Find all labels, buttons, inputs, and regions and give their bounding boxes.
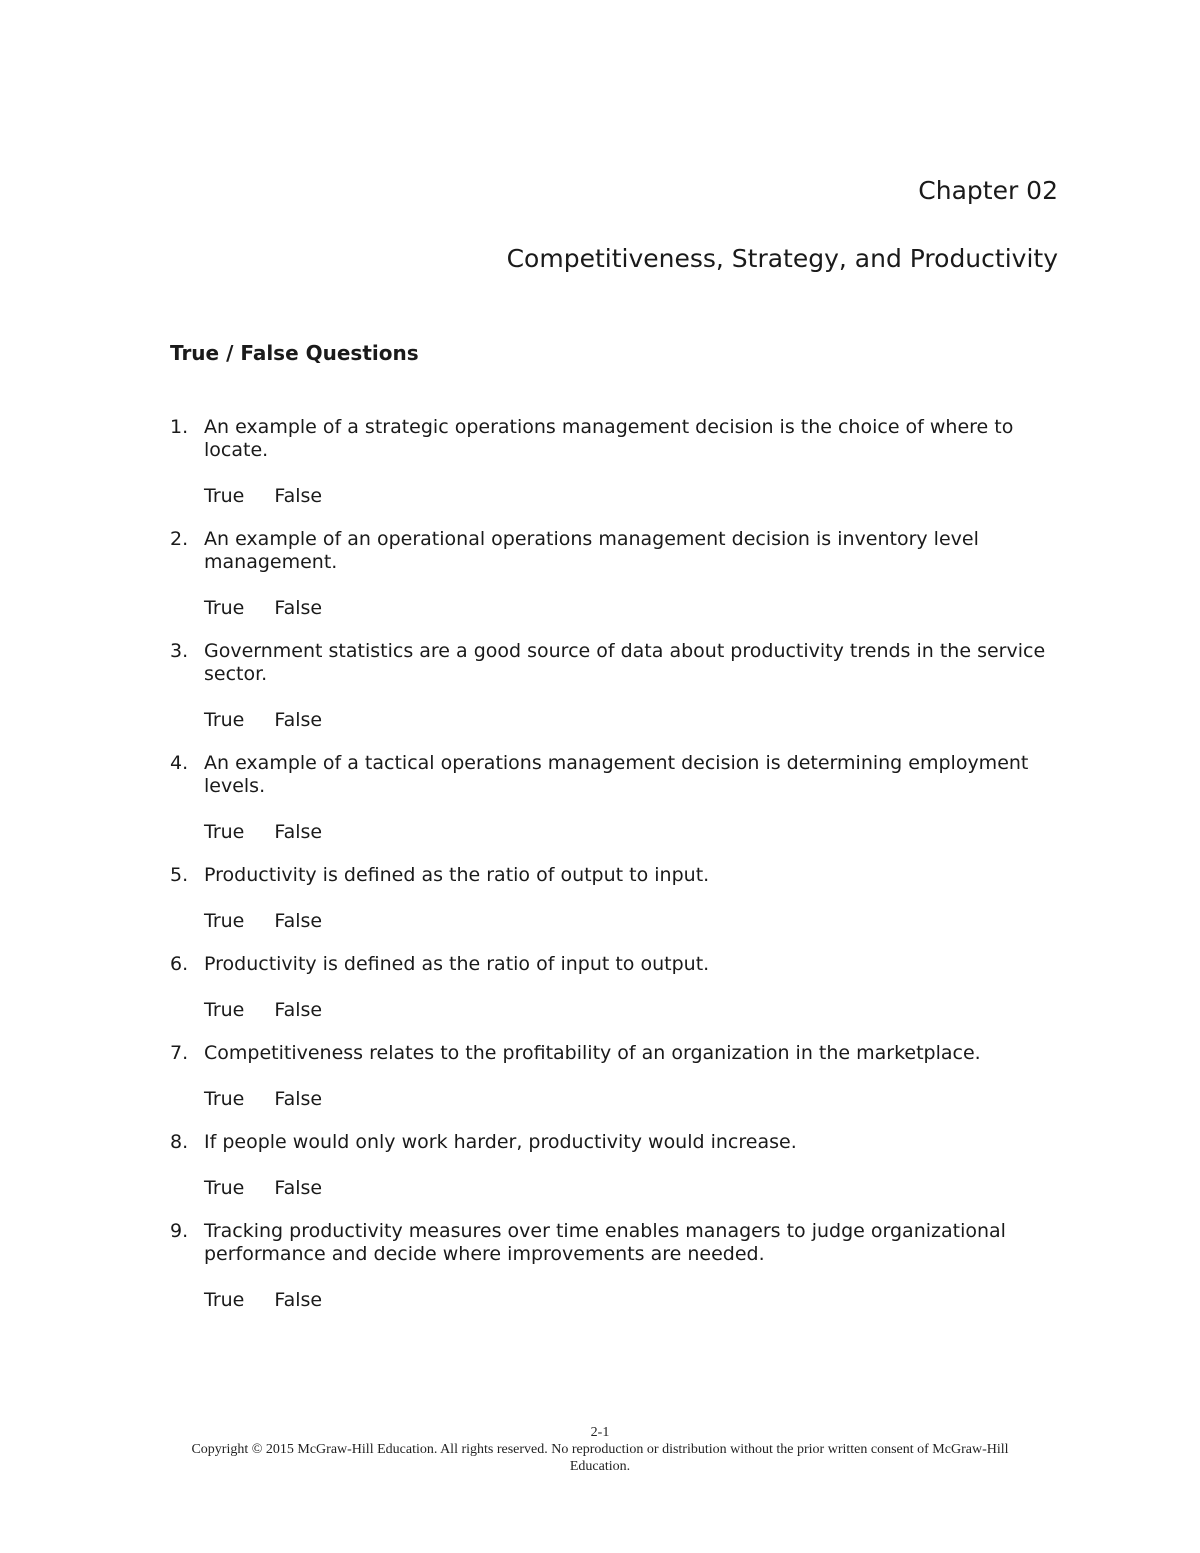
answer-false[interactable]: False [274,597,323,619]
page-number: 2-1 [590,1425,610,1440]
answer-options [204,999,1070,1022]
answer-options [204,709,1070,732]
question-number: 3. [170,640,189,662]
answer-true[interactable]: True [204,1177,245,1199]
question-item-4 [170,752,1070,844]
question-item-9 [170,1220,1070,1312]
answer-true[interactable]: True [204,999,245,1021]
answer-false[interactable]: False [274,1177,323,1199]
question-text: Tracking productivity measures over time enables managers to judge organizational performance and decide where improvements are needed. [204,1220,1006,1265]
question-text: An example of an operational operations management decision is inventory level management. [204,528,979,573]
answer-false[interactable]: False [274,709,323,731]
answer-false[interactable]: False [274,999,323,1021]
answer-false[interactable]: False [274,1088,323,1110]
chapter-number: Chapter 02 [918,176,1058,205]
question-number: 8. [170,1131,189,1153]
page-footer [0,1424,1200,1475]
question-text: If people would only work harder, productivity would increase. [204,1131,797,1153]
answer-options [204,597,1070,620]
question-number: 6. [170,953,189,975]
answer-true[interactable]: True [204,1289,245,1311]
answer-true[interactable]: True [204,910,245,932]
answer-false[interactable]: False [274,485,323,507]
question-number: 4. [170,752,189,774]
question-item-2 [170,528,1070,620]
answer-true[interactable]: True [204,709,245,731]
answer-options [204,1088,1070,1111]
question-item-7 [170,1042,1070,1111]
answer-false[interactable]: False [274,910,323,932]
question-text: Competitiveness relates to the profitability of an organization in the marketplace. [204,1042,981,1064]
answer-false[interactable]: False [274,1289,323,1311]
question-text: Government statistics are a good source of data about productivity trends in the service sector. [204,640,1046,685]
section-heading: True / False Questions [170,341,419,365]
answer-true[interactable]: True [204,821,245,843]
answer-true[interactable]: True [204,1088,245,1110]
question-text: Productivity is defined as the ratio of input to output. [204,953,710,975]
chapter-title: Competitiveness, Strategy, and Productivity [506,244,1058,273]
question-list [170,416,1070,1332]
answer-true[interactable]: True [204,597,245,619]
copyright-notice: Copyright © 2015 McGraw-Hill Education. All rights reserved. No reproduction or distribution without the prior written consent of McGraw-Hill Education. [191,1442,1009,1474]
question-number: 9. [170,1220,189,1242]
answer-options [204,1177,1070,1200]
answer-options [204,485,1070,508]
question-text: An example of a tactical operations management decision is determining employment levels. [204,752,1029,797]
answer-false[interactable]: False [274,821,323,843]
question-number: 7. [170,1042,189,1064]
answer-options [204,821,1070,844]
answer-options [204,1289,1070,1312]
answer-options [204,910,1070,933]
question-item-5 [170,864,1070,933]
question-item-8 [170,1131,1070,1200]
question-number: 5. [170,864,189,886]
question-item-6 [170,953,1070,1022]
question-text: Productivity is defined as the ratio of output to input. [204,864,710,886]
question-text: An example of a strategic operations management decision is the choice of where to locate. [204,416,1014,461]
answer-true[interactable]: True [204,485,245,507]
question-number: 1. [170,416,189,438]
question-number: 2. [170,528,189,550]
question-item-1 [170,416,1070,508]
question-item-3 [170,640,1070,732]
